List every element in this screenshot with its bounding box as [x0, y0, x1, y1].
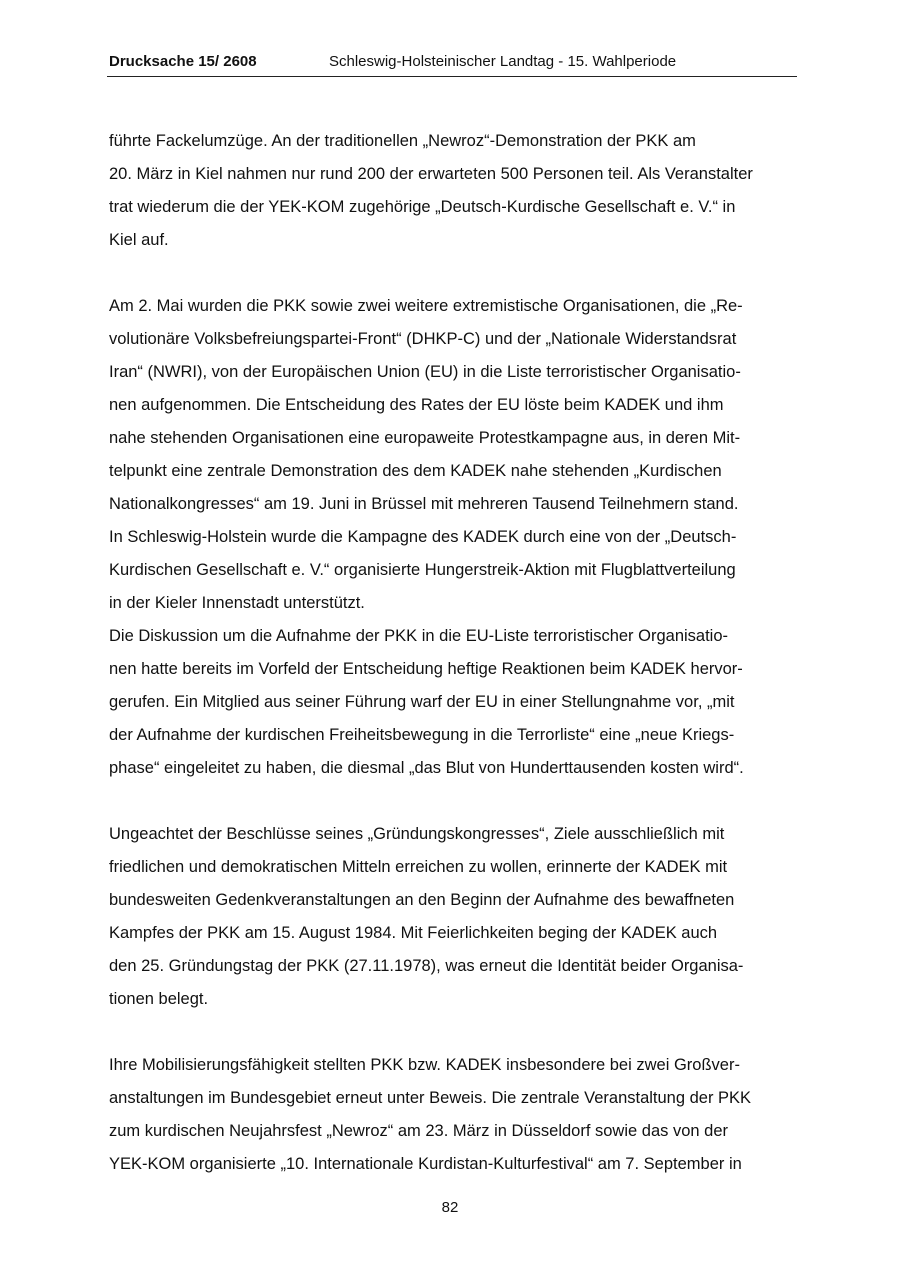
- text-line: YEK-KOM organisierte „10. Internationale Kurdistan-Kulturfestival“ am 7. September in: [109, 1155, 742, 1173]
- page-number: 82: [441, 1199, 459, 1216]
- body-text: [109, 125, 809, 1181]
- text-line: nen aufgenommen. Die Entscheidung des Rates der EU löste beim KADEK und ihm: [109, 396, 724, 414]
- text-line: Nationalkongresses“ am 19. Juni in Brüssel mit mehreren Tausend Teilnehmern stand.: [109, 495, 739, 513]
- text-line: Ungeachtet der Beschlüsse seines „Gründungskongresses“, Ziele ausschließlich mit: [109, 825, 725, 843]
- text-line: trat wiederum die der YEK-KOM zugehörige „Deutsch-Kurdische Gesellschaft e. V.“ in: [109, 198, 736, 216]
- paragraph: [109, 620, 809, 785]
- paragraph: [109, 818, 809, 1016]
- text-line: anstaltungen im Bundesgebiet erneut unter Beweis. Die zentrale Veranstaltung der PKK: [109, 1089, 752, 1107]
- text-line: tionen belegt.: [109, 990, 209, 1008]
- text-line: der Aufnahme der kurdischen Freiheitsbewegung in die Terrorliste“ eine „neue Kriegs-: [109, 726, 735, 744]
- text-line: Kurdischen Gesellschaft e. V.“ organisierte Hungerstreik-Aktion mit Flugblattverteilung: [109, 561, 736, 579]
- text-line: bundesweiten Gedenkveranstaltungen an den Beginn der Aufnahme des bewaffneten: [109, 891, 735, 909]
- page-header: [107, 52, 797, 77]
- text-line: 20. März in Kiel nahmen nur rund 200 der erwarteten 500 Personen teil. Als Veranstalter: [109, 165, 753, 183]
- text-line: telpunkt eine zentrale Demonstration des dem KADEK nahe stehenden „Kurdischen: [109, 462, 722, 480]
- text-line: in der Kieler Innenstadt unterstützt.: [109, 594, 365, 612]
- text-line: führte Fackelumzüge. An der traditionellen „Newroz“-Demonstration der PKK am: [109, 132, 696, 150]
- header-title: Schleswig-Holsteinischer Landtag - 15. Wahlperiode: [329, 53, 677, 70]
- text-line: volutionäre Volksbefreiungspartei-Front“ (DHKP-C) und der „Nationale Widerstandsrat: [109, 330, 737, 348]
- text-line: phase“ eingeleitet zu haben, die diesmal „das Blut von Hunderttausenden kosten wird“.: [109, 759, 744, 777]
- text-line: zum kurdischen Neujahrsfest „Newroz“ am 23. März in Düsseldorf sowie das von der: [109, 1122, 728, 1140]
- text-line: Kampfes der PKK am 15. August 1984. Mit Feierlichkeiten beging der KADEK auch: [109, 924, 718, 942]
- document-number: Drucksache 15/ 2608: [109, 53, 257, 70]
- text-line: Ihre Mobilisierungsfähigkeit stellten PKK bzw. KADEK insbesondere bei zwei Großver-: [109, 1056, 740, 1074]
- paragraph: [109, 1049, 809, 1181]
- text-line: Am 2. Mai wurden die PKK sowie zwei weitere extremistische Organisationen, die „Re-: [109, 297, 743, 315]
- text-line: Kiel auf.: [109, 231, 169, 249]
- paragraph-gap: [109, 1016, 809, 1049]
- paragraph: [109, 125, 809, 257]
- paragraph: [109, 290, 809, 620]
- text-line: In Schleswig-Holstein wurde die Kampagne des KADEK durch eine von der „Deutsch-: [109, 528, 737, 546]
- text-line: Iran“ (NWRI), von der Europäischen Union (EU) in die Liste terroristischer Organisatio-: [109, 363, 741, 381]
- text-line: den 25. Gründungstag der PKK (27.11.1978), was erneut die Identität beider Organisa-: [109, 957, 744, 975]
- paragraph-gap: [109, 785, 809, 818]
- text-line: friedlichen und demokratischen Mitteln erreichen zu wollen, erinnerte der KADEK mit: [109, 858, 728, 876]
- paragraph-gap: [109, 257, 809, 290]
- text-line: nahe stehenden Organisationen eine europaweite Protestkampagne aus, in deren Mit-: [109, 429, 741, 447]
- text-line: nen hatte bereits im Vorfeld der Entscheidung heftige Reaktionen beim KADEK hervor-: [109, 660, 743, 678]
- text-line: gerufen. Ein Mitglied aus seiner Führung warf der EU in einer Stellungnahme vor, „mit: [109, 693, 735, 711]
- text-line: Die Diskussion um die Aufnahme der PKK in die EU-Liste terroristischer Organisatio-: [109, 627, 729, 645]
